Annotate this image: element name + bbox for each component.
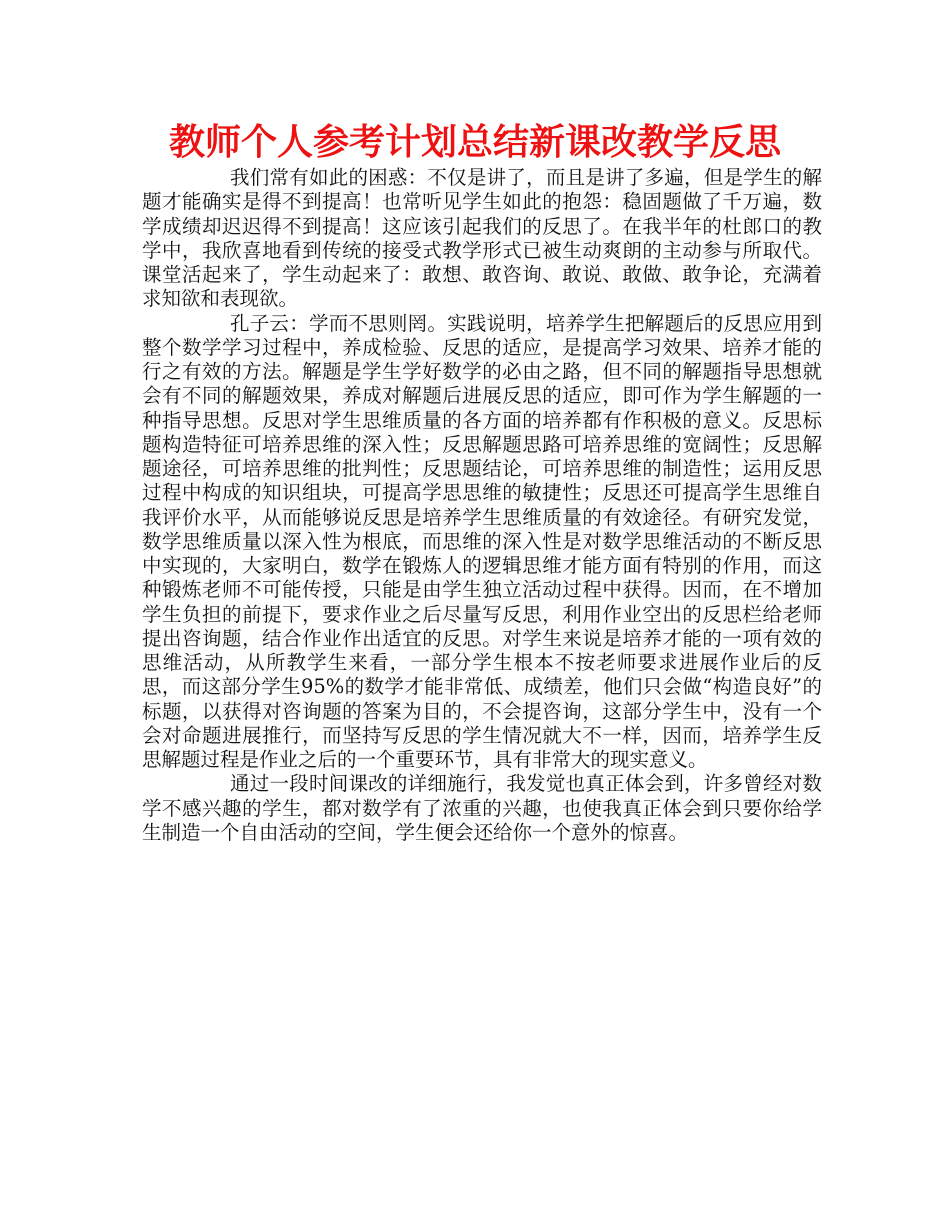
paragraph-3: 通过一段时间课改的详细施行，我发觉也真正体会到，许多曾经对数学不感兴趣的学生，都对数学有了浓重的兴趣，也使我真正体会到只要你给学生制造一个自由活动的空间，学生便会还给你一个意外的惊喜。	[142, 772, 822, 844]
document-body	[142, 166, 822, 845]
paragraph-2: 孔子云：学而不思则罔。实践说明，培养学生把解题后的反思应用到整个数学学习过程中，养成检验、反思的适应，是提高学习效果、培养才能的行之有效的方法。解题是学生学好数学的必由之路，但不同的解题指导思想就会有不同的解题效果，养成对解题后进展反思的适应，即可作为学生解题的一种指导思想。反思对学生思维质量的各方面的培养都有作积极的意义。反思标题构造特征可培养思维的深入性；反思解题思路可培养思维的宽阔性；反思解题途径，可培养思维的批判性；反思题结论，可培养思维的制造性；运用反思过程中构成的知识组块，可提高学思思维的敏捷性；反思还可提高学生思维自我评价水平，从而能够说反思是培养学生思维质量的有效途径。有研究发觉，数学思维质量以深入性为根底，而思维的深入性是对数学思维活动的不断反思中实现的，大家明白，数学在锻炼人的逻辑思维才能方面有特别的作用，而这种锻炼老师不可能传授，只能是由学生独立活动过程中获得。因而，在不增加学生负担的前提下，要求作业之后尽量写反思，利用作业空出的反思栏给老师提出咨询题，结合作业作出适宜的反思。对学生来说是培养才能的一项有效的思维活动，从所教学生来看，一部分学生根本不按老师要求进展作业后的反思，而这部分学生95%的数学才能非常低、成绩差，他们只会做“构造良好”的标题，以获得对咨询题的答案为目的，不会提咨询，这部分学生中，没有一个会对命题进展推行，而坚持写反思的学生情况就大不一样，因而，培养学生反思解题过程是作业之后的一个重要环节，具有非常大的现实意义。	[142, 311, 822, 771]
paragraph-1: 我们常有如此的困惑：不仅是讲了，而且是讲了多遍，但是学生的解题才能确实是得不到提高！也常听见学生如此的抱怨：稳固题做了千万遍，数学成绩却迟迟得不到提高！这应该引起我们的反思了。在我半年的杜郎口的教学中，我欣喜地看到传统的接受式教学形式已被生动爽朗的主动参与所取代。课堂活起来了，学生动起来了：敢想、敢咨询、敢说、敢做、敢争论，充满着求知欲和表现欲。	[142, 166, 822, 311]
document-title: 教师个人参考计划总结新课改教学反思	[168, 122, 781, 163]
